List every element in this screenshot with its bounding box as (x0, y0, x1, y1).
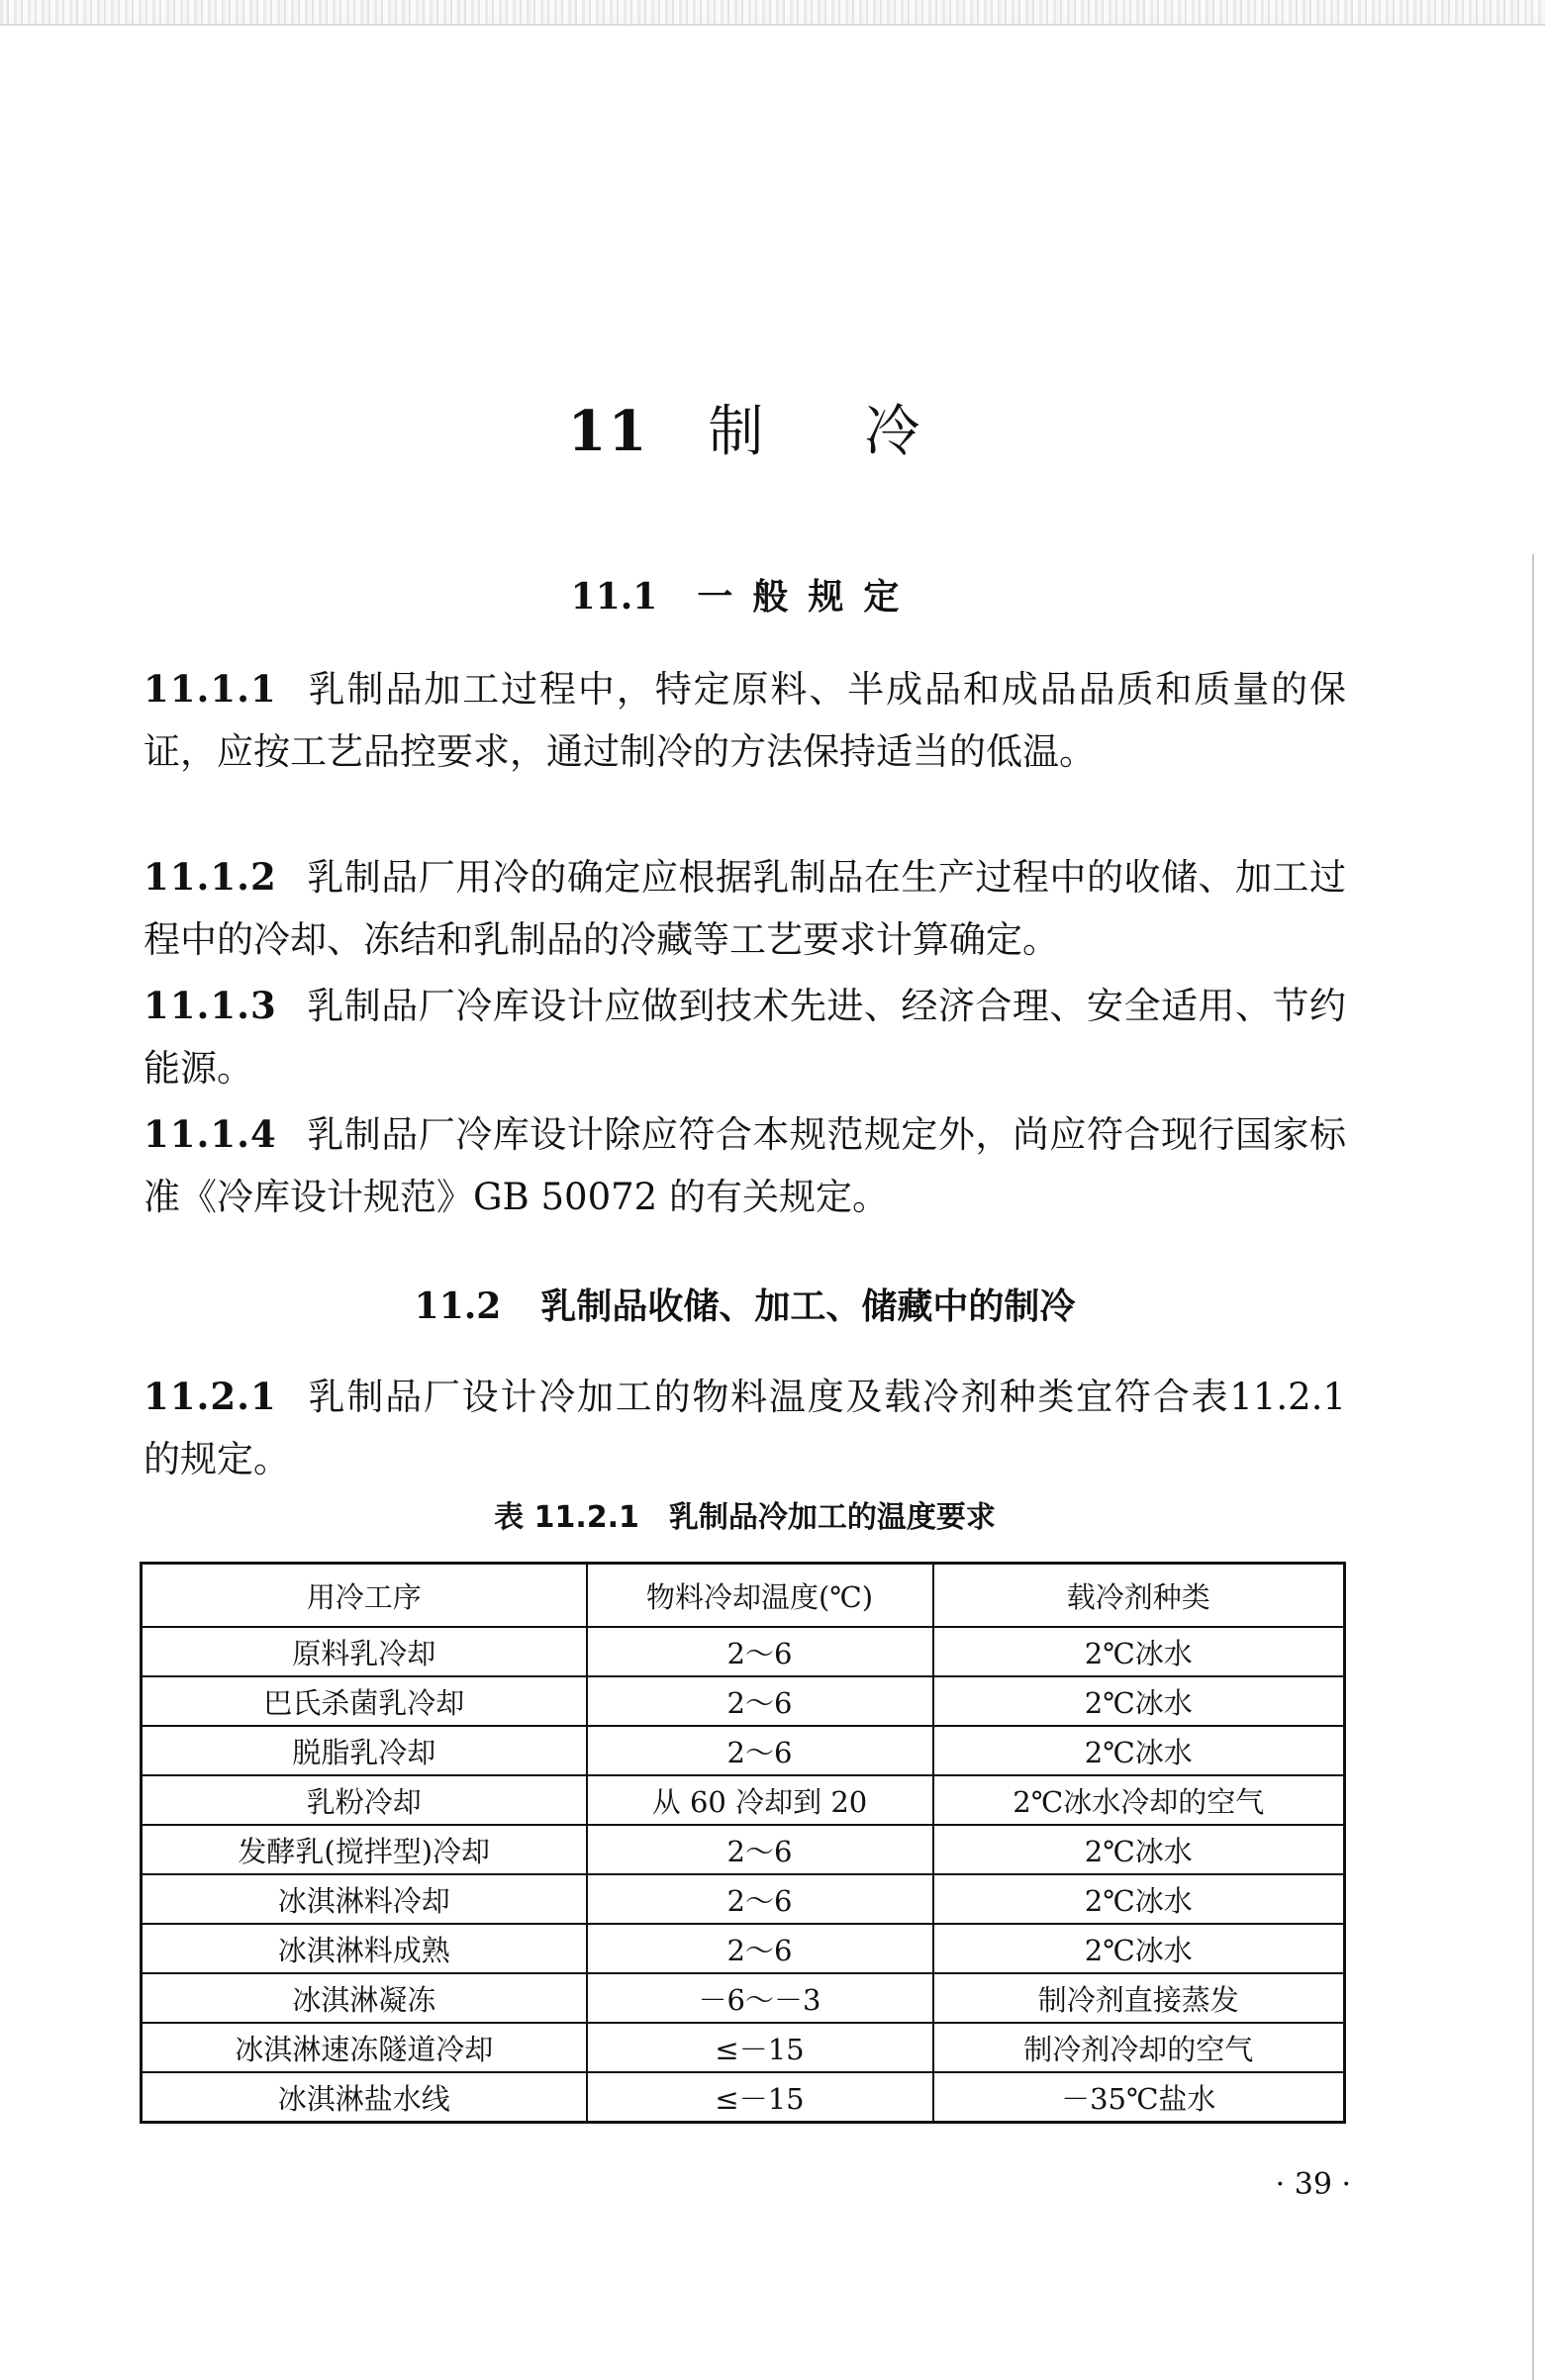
cell-temperature: 2～6 (587, 1924, 933, 1973)
table-row (142, 2023, 1345, 2072)
cell-temperature: 2～6 (587, 1676, 933, 1726)
table-header-row (142, 1564, 1345, 1628)
cell-process: 冰淇淋盐水线 (142, 2072, 587, 2123)
cell-temperature: ≤－15 (587, 2023, 933, 2072)
cell-coolant: 2℃冰水 (933, 1627, 1345, 1676)
section-heading: 一般规定 (697, 577, 919, 618)
chapter-title (144, 388, 1346, 467)
cell-coolant: 制冷剂冷却的空气 (933, 2023, 1345, 2072)
table-caption (144, 1492, 1346, 1536)
clause-text: 乳制品加工过程中，特定原料、半成品和成品品质和质量的保证，应按工艺品控要求，通过制冷的方法保持适当的低温。 (144, 668, 1346, 773)
clause-11-1-1 (144, 658, 1346, 783)
temperature-table (140, 1562, 1346, 2124)
clause-text: 乳制品厂冷库设计除应符合本规范规定外，尚应符合现行国家标准《冷库设计规范》GB 50072 的有关规定。 (144, 1113, 1346, 1218)
table-title: 乳制品冷加工的温度要求 (668, 1500, 996, 1535)
table-row (142, 1726, 1345, 1775)
scan-margin-line (1532, 554, 1534, 2380)
table-row (142, 1775, 1345, 1825)
cell-coolant: 2℃冰水 (933, 1874, 1345, 1924)
section-heading: 乳制品收储、加工、储藏中的制冷 (540, 1286, 1076, 1327)
clause-11-1-2 (144, 846, 1346, 971)
clause-number: 11.1.2 (144, 855, 277, 899)
cell-temperature: 从 60 冷却到 20 (587, 1775, 933, 1825)
cell-process: 脱脂乳冷却 (142, 1726, 587, 1775)
cell-coolant: －35℃盐水 (933, 2072, 1345, 2123)
clause-11-1-3 (144, 975, 1346, 1099)
cell-coolant: 2℃冰水冷却的空气 (933, 1775, 1345, 1825)
document-page (144, 0, 1351, 2380)
cell-process: 冰淇淋料成熟 (142, 1924, 587, 1973)
table-row (142, 1874, 1345, 1924)
section-number: 11.1 (570, 576, 658, 618)
chapter-title-word-1: 制 (708, 400, 766, 464)
clause-text: 乳制品厂设计冷加工的物料温度及载冷剂种类宜符合表11.2.1 的规定。 (144, 1376, 1346, 1480)
clause-text: 乳制品厂用冷的确定应根据乳制品在生产过程中的收储、加工过程中的冷却、冻结和乳制品的冷藏等工艺要求计算确定。 (144, 856, 1346, 961)
cell-coolant: 制冷剂直接蒸发 (933, 1973, 1345, 2023)
table-row (142, 1825, 1345, 1874)
table-row (142, 1676, 1345, 1726)
table-number: 表 11.2.1 (494, 1500, 639, 1535)
cell-coolant: 2℃冰水 (933, 1825, 1345, 1874)
chapter-title-word-2: 冷 (864, 400, 922, 464)
cell-temperature: 2～6 (587, 1627, 933, 1676)
cell-process: 巴氏杀菌乳冷却 (142, 1676, 587, 1726)
cell-coolant: 2℃冰水 (933, 1726, 1345, 1775)
cell-temperature: 2～6 (587, 1874, 933, 1924)
cell-temperature: ≤－15 (587, 2072, 933, 2123)
table-row (142, 1924, 1345, 1973)
cell-process: 原料乳冷却 (142, 1627, 587, 1676)
clause-number: 11.2.1 (144, 1375, 277, 1418)
table-row (142, 1973, 1345, 2023)
cell-process: 冰淇淋凝冻 (142, 1973, 587, 2023)
clause-11-1-4 (144, 1103, 1346, 1228)
chapter-number: 11 (567, 399, 649, 464)
cell-coolant: 2℃冰水 (933, 1676, 1345, 1726)
clause-number: 11.1.4 (144, 1112, 277, 1156)
cell-process: 冰淇淋料冷却 (142, 1874, 587, 1924)
cell-process: 乳粉冷却 (142, 1775, 587, 1825)
page-number: · 39 · (1275, 2167, 1351, 2202)
header-temperature: 物料冷却温度(℃) (587, 1564, 933, 1628)
header-process: 用冷工序 (142, 1564, 587, 1628)
section-title-11-1 (144, 569, 1346, 619)
table-row (142, 2072, 1345, 2123)
clause-number: 11.1.3 (144, 984, 277, 1027)
table-row (142, 1627, 1345, 1676)
clause-text: 乳制品厂冷库设计应做到技术先进、经济合理、安全适用、节约能源。 (144, 985, 1346, 1090)
cell-temperature: 2～6 (587, 1825, 933, 1874)
cell-temperature: 2～6 (587, 1726, 933, 1775)
section-title-11-2 (144, 1279, 1346, 1329)
cell-temperature: －6～－3 (587, 1973, 933, 2023)
clause-number: 11.1.1 (144, 667, 277, 711)
cell-process: 发酵乳(搅拌型)冷却 (142, 1825, 587, 1874)
clause-11-2-1 (144, 1366, 1346, 1490)
header-coolant: 载冷剂种类 (933, 1564, 1345, 1628)
cell-process: 冰淇淋速冻隧道冷却 (142, 2023, 587, 2072)
section-number: 11.2 (414, 1285, 502, 1327)
cell-coolant: 2℃冰水 (933, 1924, 1345, 1973)
